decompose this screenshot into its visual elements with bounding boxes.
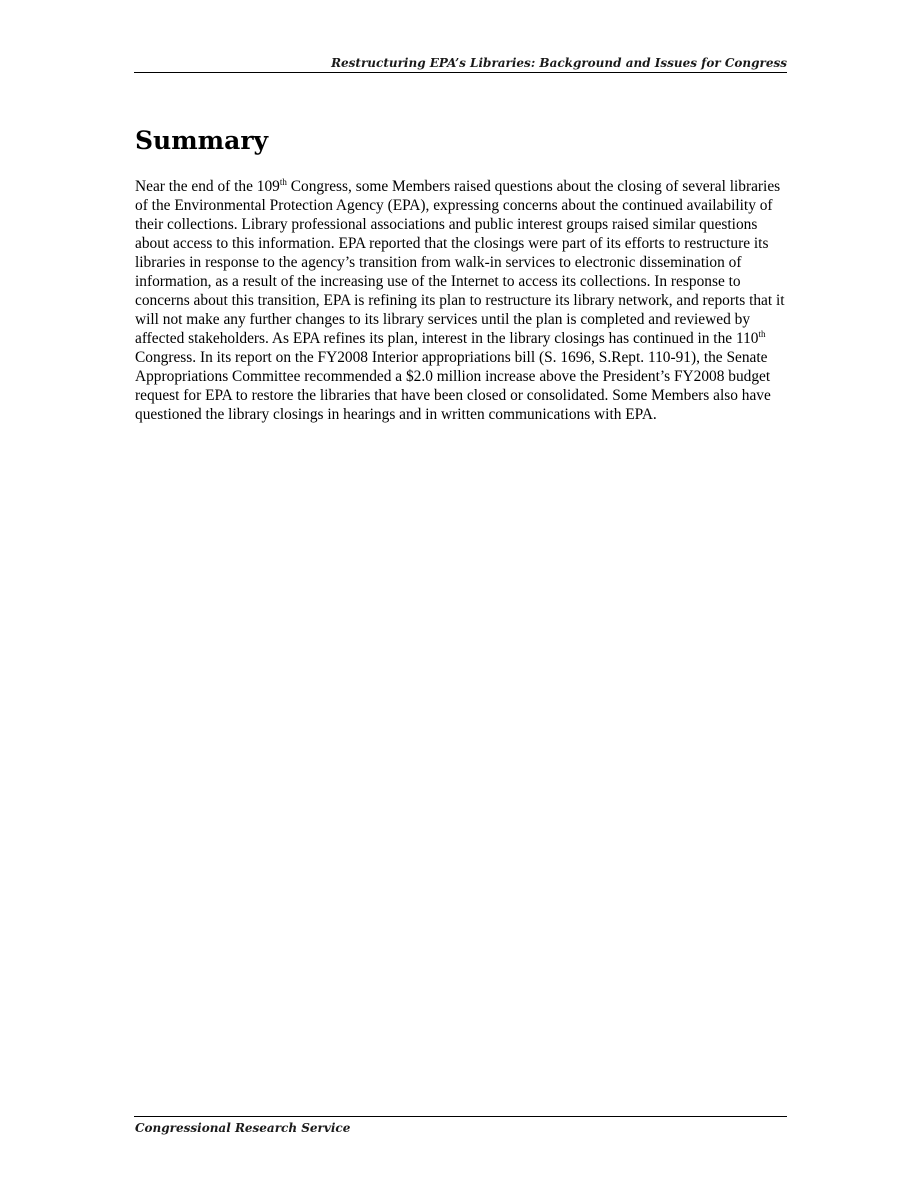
summary-heading: Summary	[135, 126, 269, 155]
running-footer-organization: Congressional Research Service	[135, 1121, 351, 1135]
summary-text-part-1: Near the end of the 109	[135, 178, 280, 195]
summary-paragraph	[135, 177, 787, 424]
footer-divider	[134, 1116, 787, 1117]
header-divider	[134, 72, 787, 73]
running-header-title: Restructuring EPA’s Libraries: Background and Issues for Congress	[331, 56, 787, 70]
ordinal-suffix-109: th	[279, 177, 287, 187]
ordinal-suffix-110: th	[758, 329, 766, 339]
summary-text-part-2: Congress, some Members raised questions about the closing of several libraries of the Environmental Protection Agency (EPA), expressing concerns about the continued availability of their collections. Library professional associations and public interest groups raised similar questions about access to this information. EPA reported that the closings were part of its efforts to restructure its libraries in response to the agency’s transition from walk-in services to electronic dissemination of information, as a result of the increasing use of the Internet to access its collections. In response to concerns about this transition, EPA is refining its plan to restructure its library network, and reports that it will not make any further changes to its library services until the plan is completed and reviewed by affected stakeholders. As EPA refines its plan, interest in the library closings has continued in the 110	[135, 178, 785, 347]
summary-text-part-3: Congress. In its report on the FY2008 Interior appropriations bill (S. 1696, S.Rept. 110-91), the Senate Appropriations Committee recommended a $2.0 million increase above the President’s FY2008 budget request for EPA to restore the libraries that have been closed or consolidated. Some Members also have questioned the library closings in hearings and in written communications with EPA.	[135, 349, 771, 423]
